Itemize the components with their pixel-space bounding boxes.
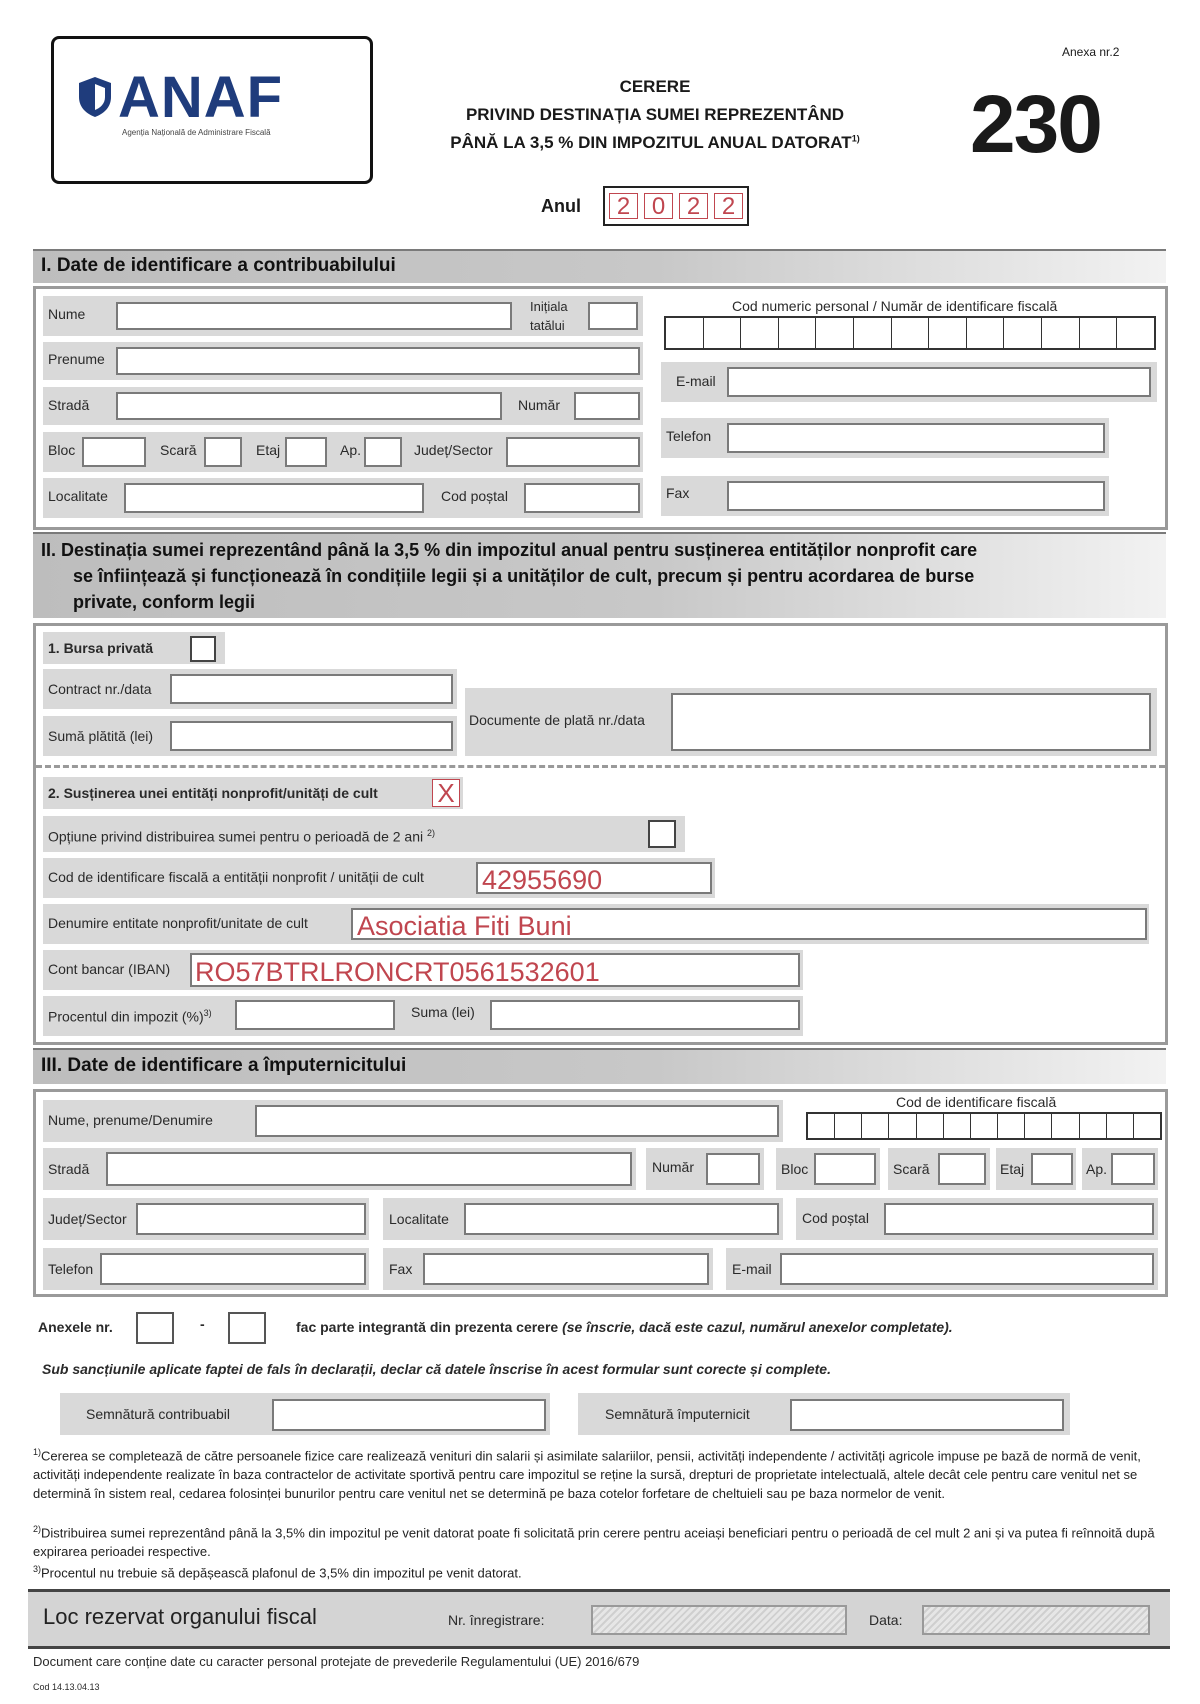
judet-label: Județ/Sector — [414, 442, 493, 458]
cod-postal-field[interactable] — [524, 483, 640, 513]
bursa-label: 1. Bursa privată — [48, 640, 154, 656]
initiala-label-2: tatălui — [530, 318, 565, 333]
strada-field[interactable] — [116, 392, 502, 420]
denumire-field[interactable] — [351, 908, 1147, 940]
section-3-title: III. Date de identificare a împuternicitului — [33, 1048, 1166, 1084]
footnote-3: $^{3)}$Procentul nu trebuie să depășească plafonul de 3,5% din impozitul pe venit datorat. — [33, 1564, 522, 1581]
ap-label: Ap. — [340, 442, 362, 458]
imp-nume-field[interactable] — [255, 1105, 779, 1137]
cif-entitate-value: 42955690 — [482, 865, 603, 895]
imp-judet-field[interactable] — [136, 1203, 366, 1235]
imp-localitate-label: Localitate — [389, 1211, 449, 1227]
imp-ap-field[interactable] — [1111, 1153, 1155, 1185]
year-label: Anul — [541, 196, 581, 216]
nr-inregistrare-field — [591, 1605, 847, 1635]
documente-field[interactable] — [671, 693, 1151, 751]
year-digit: 0 — [644, 193, 673, 219]
shield-icon — [76, 75, 114, 119]
judet-field[interactable] — [506, 437, 640, 467]
numar-field[interactable] — [574, 392, 640, 420]
imp-localitate-field[interactable] — [464, 1203, 779, 1235]
bursa-checkbox[interactable] — [190, 636, 216, 662]
imp-strada-label: Stradă — [48, 1161, 90, 1177]
data-field — [922, 1605, 1150, 1635]
imp-numar-label: Număr — [652, 1159, 695, 1175]
annex-to-field[interactable] — [228, 1312, 266, 1344]
footnote-1: $^{1)}$Cererea se completează de către persoanele fizice care realizează venituri din salarii și asimilate salariilor, pensii, activități independente / activități agricole impuse pe bază de normă de venit, activități independente realizate în baza contractelor de activitate sportivă pentru care impozitul se reține la sursă, drepturi de proprietate intelectuală, altele decât cele pentru care venitul net se determină în sistem real, cedarea folosinței bunurilor pentru care venitul net se determină pe baza cotelor forfetare de cheltuieli sau pe baza normelor de venit. — [33, 1447, 1141, 1502]
imp-strada-field[interactable] — [106, 1152, 632, 1186]
data-label: Data: — [869, 1612, 903, 1628]
imp-telefon-field[interactable] — [100, 1253, 366, 1285]
annex-from-field[interactable] — [136, 1312, 174, 1344]
logo-subtitle: Agenția Națională de Administrare Fiscală — [122, 128, 271, 137]
section-2-title-1: II. Destinația sumei reprezentând până la 3,5 % din impozitul anual pentru susținerea entităților nonprofit care — [41, 540, 978, 560]
imp-email-field[interactable] — [780, 1253, 1154, 1285]
optiune-label: Opțiune privind distribuirea sumei pentru o perioadă de 2 ani $^{2)}$ — [48, 828, 436, 845]
denumire-value: Asociatia Fiti Buni — [357, 911, 572, 941]
imp-scara-field[interactable] — [938, 1153, 986, 1185]
optiune-checkbox[interactable] — [648, 820, 676, 848]
dashed-divider — [36, 765, 1165, 768]
bloc-label: Bloc — [48, 442, 76, 458]
signature-imputernicit-label: Semnătură împuternicit — [605, 1406, 750, 1422]
email-label: E-mail — [676, 373, 716, 389]
documente-label: Documente de plată nr./data — [469, 712, 645, 728]
annex-dash: - — [200, 1316, 205, 1332]
imp-cod-postal-label: Cod poștal — [802, 1210, 869, 1226]
section-2-title — [33, 532, 1166, 618]
sustinere-label: 2. Susținerea unei entități nonprofit/unități de cult — [48, 785, 378, 801]
numar-label: Număr — [518, 397, 561, 413]
imp-bloc-field[interactable] — [814, 1153, 876, 1185]
imp-fax-field[interactable] — [423, 1253, 709, 1285]
imp-cif-field[interactable] — [806, 1112, 1162, 1140]
imp-fax-label: Fax — [389, 1261, 413, 1277]
imp-telefon-label: Telefon — [48, 1261, 94, 1277]
cnp-label: Cod numeric personal / Număr de identificare fiscală — [732, 298, 1058, 314]
logo-text: ANAF — [118, 65, 284, 130]
contract-label: Contract nr./data — [48, 681, 152, 697]
procent-label: Procentul din impozit (%)$^{3)}$ — [48, 1008, 212, 1025]
suma-label: Suma (lei) — [411, 1004, 475, 1020]
etaj-label: Etaj — [256, 442, 281, 458]
initiala-label-1: Inițiala — [530, 299, 568, 314]
nr-inregistrare-label: Nr. înregistrare: — [448, 1612, 545, 1628]
cif-entitate-label: Cod de identificare fiscală a entității nonprofit / unității de cult — [48, 869, 424, 885]
sustinere-mark: X — [437, 778, 455, 808]
imp-judet-label: Județ/Sector — [48, 1211, 127, 1227]
section-2-title-3: private, conform legii — [73, 592, 256, 612]
email-field[interactable] — [727, 367, 1151, 397]
annex-label: Anexa nr.2 — [1062, 45, 1120, 59]
imp-numar-field[interactable] — [706, 1153, 760, 1185]
form-title-3: PÂNĂ LA 3,5 % DIN IMPOZITUL ANUAL DATORAT$^{1)}$ — [450, 133, 860, 152]
annexes-text: fac parte integrantă din prezenta cerere (se înscrie, dacă este cazul, numărul anexelor completate). — [296, 1319, 953, 1335]
imp-etaj-field[interactable] — [1031, 1153, 1073, 1185]
cif-entitate-field[interactable] — [476, 862, 712, 894]
form-title-2: PRIVIND DESTINAȚIA SUMEI REPREZENTÂND — [465, 105, 845, 124]
imp-email-label: E-mail — [732, 1261, 772, 1277]
prenume-label: Prenume — [48, 351, 105, 367]
imp-etaj-label: Etaj — [1000, 1161, 1025, 1177]
imp-bloc-label: Bloc — [781, 1161, 809, 1177]
signature-contribuabil-field[interactable] — [272, 1399, 546, 1431]
contract-field[interactable] — [170, 674, 453, 704]
etaj-field[interactable] — [285, 437, 327, 467]
cnp-field[interactable] — [664, 316, 1156, 350]
telefon-field[interactable] — [727, 423, 1105, 453]
footnote-2: $^{2)}$Distribuirea sumei reprezentând până la 3,5% din impozitul pe venit datorat poate fi solicitată prin cerere pentru aceiași beneficiari pentru o perioadă de cel mult 2 ani și va putea fi reînnoită după expirarea perioadei respective. — [33, 1524, 1155, 1560]
form-code: Cod 14.13.04.13 — [33, 1682, 100, 1692]
form-title-1: CERERE — [619, 77, 691, 96]
privacy-notice: Document care conține date cu caracter personal protejate de prevederile Regulamentului (UE) 2016/679 — [33, 1654, 640, 1669]
section-1-title: I. Date de identificare a contribuabilului — [33, 249, 1166, 283]
iban-label: Cont bancar (IBAN) — [48, 961, 171, 977]
imp-cod-postal-field[interactable] — [884, 1203, 1154, 1235]
reserved-title: Loc rezervat organului fiscal — [43, 1604, 317, 1629]
declaration-text: Sub sancțiunile aplicate faptei de fals în declarații, declar că datele înscrise în acest formular sunt corecte și complete. — [42, 1361, 831, 1377]
iban-field[interactable] — [190, 953, 800, 987]
initiala-field[interactable] — [588, 302, 638, 330]
suma-field[interactable] — [490, 1000, 800, 1030]
telefon-label: Telefon — [666, 428, 712, 444]
localitate-field[interactable] — [124, 483, 424, 513]
localitate-label: Localitate — [48, 488, 108, 504]
scara-field[interactable] — [204, 437, 242, 467]
annexes-label: Anexele nr. — [38, 1319, 113, 1335]
section-2-title-2: se înființează și funcționează în condițiile legii și a unităților de cult, precum și pentru acordarea de burse — [73, 566, 975, 586]
imp-nume-label: Nume, prenume/Denumire — [48, 1112, 213, 1128]
prenume-field[interactable] — [116, 347, 640, 375]
imp-cif-label: Cod de identificare fiscală — [896, 1094, 1057, 1110]
denumire-label: Denumire entitate nonprofit/unitate de cult — [48, 915, 308, 931]
fax-field[interactable] — [727, 481, 1105, 511]
sustinere-checkbox[interactable] — [432, 779, 460, 807]
procent-field[interactable] — [235, 1000, 395, 1030]
ap-field[interactable] — [364, 437, 402, 467]
scara-label: Scară — [160, 442, 197, 458]
fax-label: Fax — [666, 485, 690, 501]
strada-label: Stradă — [48, 397, 90, 413]
year-digit: 2 — [679, 193, 708, 219]
signature-contribuabil-label: Semnătură contribuabil — [86, 1406, 230, 1422]
year-field[interactable] — [603, 186, 749, 226]
bloc-field[interactable] — [82, 437, 146, 467]
cod-postal-label: Cod poștal — [441, 488, 508, 504]
nume-field[interactable] — [116, 302, 512, 330]
year-digit: 2 — [609, 193, 638, 219]
iban-value: RO57BTRLRONCRT0561532601 — [195, 957, 600, 987]
imp-scara-label: Scară — [893, 1161, 930, 1177]
suma-platita-field[interactable] — [170, 721, 453, 751]
signature-imputernicit-field[interactable] — [790, 1399, 1064, 1431]
form-number: 230 — [970, 79, 1101, 170]
nume-label: Nume — [48, 306, 86, 322]
suma-platita-label: Sumă plătită (lei) — [48, 728, 154, 744]
imp-ap-label: Ap. — [1086, 1161, 1108, 1177]
year-digit: 2 — [714, 193, 743, 219]
